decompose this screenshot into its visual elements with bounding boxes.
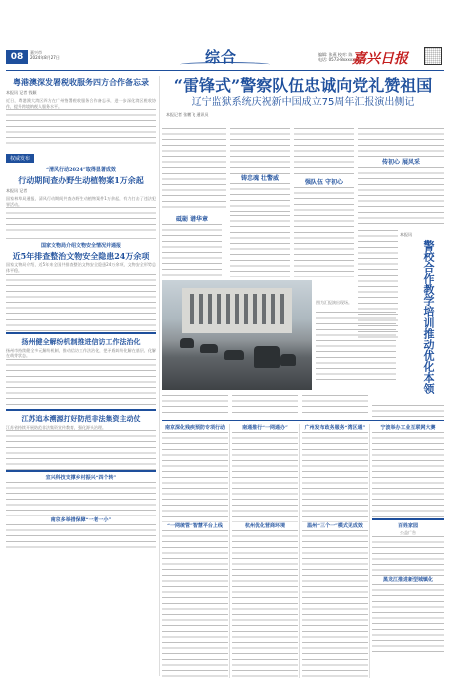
column-rule xyxy=(369,424,370,678)
page-info: 嘉兴市 2024年8月27日 xyxy=(30,50,60,60)
page-number: 08 xyxy=(6,50,28,64)
main-headline[interactable]: “雷锋式”警察队伍忠诚向党礼赞祖国 xyxy=(173,76,433,95)
story-text: 国家文物局介绍，近5年来全国共排查整治文物安全隐患24万余项，文物安全形势总体平稳。 xyxy=(6,262,156,273)
story-pre-headline: “清风行动2024”取得显著成效 xyxy=(46,167,116,174)
brief-headline[interactable]: 广州发布政务服务“湾区通” xyxy=(304,425,366,431)
side-vertical-headline[interactable]: 警校合作教学培训推动优化本领 xyxy=(422,240,435,394)
figure xyxy=(180,338,194,348)
body-text-lines xyxy=(302,530,368,680)
brief-headline[interactable]: 宁波举办工业互联网大赛 xyxy=(380,425,436,431)
news-photo xyxy=(162,280,312,390)
body-text-lines xyxy=(302,395,368,417)
brief-column xyxy=(372,424,444,654)
story-headline[interactable]: 扬州健全解纷机制推进信访工作法治化 xyxy=(21,336,141,346)
body-text-lines xyxy=(316,312,396,382)
brief-headline[interactable]: 杭州优化营商环境 xyxy=(244,523,285,529)
qr-code-icon xyxy=(424,47,442,65)
photo-caption: 图为汇报演出现场。 xyxy=(316,300,352,305)
body-text-lines xyxy=(372,536,444,576)
section-divider xyxy=(162,420,444,421)
main-story xyxy=(162,76,444,120)
brief-headline[interactable]: 温州“三个一”模式见成效 xyxy=(307,523,363,529)
body-text-lines xyxy=(294,215,354,277)
body-text-lines xyxy=(162,224,222,279)
body-text-lines xyxy=(6,524,156,552)
body-text-lines xyxy=(232,530,298,680)
story-headline[interactable]: 南京多举措保障“一老一小” xyxy=(50,517,112,524)
body-text-lines xyxy=(372,432,444,518)
body-text-lines xyxy=(230,215,290,277)
story-text: 江苏省持续开展防范非法集资宣传教育，强化源头治理。 xyxy=(6,424,106,430)
sub-heading: 铸忠魂 壮警威 xyxy=(240,175,280,182)
body-text-lines xyxy=(358,128,444,158)
page-header xyxy=(0,0,450,72)
side-byline: 本报讯 xyxy=(400,232,412,237)
figure xyxy=(200,344,218,353)
story-byline: 本报讯 记者 钱颖 xyxy=(6,90,37,95)
body-text-lines xyxy=(372,405,444,417)
body-text-lines xyxy=(6,430,156,470)
body-text-lines xyxy=(294,128,354,178)
section-title: 综合 xyxy=(205,48,238,66)
article-column xyxy=(230,128,290,213)
body-text-lines xyxy=(6,359,156,409)
body-text-lines xyxy=(6,207,156,235)
box-subtitle: 公益广告 xyxy=(400,530,416,535)
column-rule xyxy=(159,76,160,676)
main-subheadline: 辽宁监狱系统庆祝新中国成立75周年汇报演出侧记 xyxy=(191,97,415,108)
section-ornament xyxy=(180,62,270,67)
main-byline: 本报记者 张鹏飞 通讯员 xyxy=(166,112,209,117)
body-text-lines xyxy=(162,395,228,417)
box-headline[interactable]: 百姓家园 xyxy=(397,523,418,529)
editor-info: 编辑: 张燕 校对: 陈 电话: 0573-8xxxxxxx xyxy=(318,52,360,62)
left-column xyxy=(6,76,156,552)
body-text-lines xyxy=(230,183,290,213)
brief-headline[interactable]: 南京深化残疾预防专项行动 xyxy=(164,425,225,431)
newspaper-masthead: 嘉兴日报 xyxy=(352,51,408,67)
divider xyxy=(6,238,156,239)
header-rule xyxy=(6,70,444,71)
body-text-lines xyxy=(302,432,368,522)
story-pre-headline: 国家文物局介绍文物安全情况并通报 xyxy=(40,243,121,250)
body-text-lines xyxy=(162,128,226,212)
body-text-lines xyxy=(6,482,156,516)
brief-headline[interactable]: 黑龙江推进新型城镇化 xyxy=(382,576,433,583)
story-text: 近日，粤港澳大湾区四方在广州签署税收服务合作备忘录，进一步深化湾区税收协作，提升跨境纳税人服务水平。 xyxy=(6,98,156,109)
brief-column xyxy=(162,424,228,680)
story-headline[interactable]: 近5年排查整治文物安全隐患24万余项 xyxy=(12,251,150,262)
figure xyxy=(280,354,296,366)
sub-heading: 砥砺 谱华章 xyxy=(175,216,209,223)
body-text-lines xyxy=(162,432,228,522)
figure xyxy=(224,350,244,360)
article-column xyxy=(358,128,444,227)
sub-heading: 强队伍 守初心 xyxy=(304,179,344,186)
column-rule xyxy=(229,424,230,678)
body-text-lines xyxy=(294,187,354,215)
building-windows xyxy=(190,294,286,324)
column-rule xyxy=(299,424,300,678)
story-headline[interactable]: 粤港澳深发署税收服务四方合作备忘录 xyxy=(13,77,149,87)
body-text-lines xyxy=(230,128,290,174)
brief-column xyxy=(302,424,368,680)
story-headline[interactable]: 行动期间查办野生动植物案1万余起 xyxy=(18,175,144,186)
sub-heading: 传初心 展风采 xyxy=(381,159,421,166)
body-text-lines xyxy=(6,274,156,332)
body-text-lines xyxy=(358,167,444,227)
story-byline: 本报讯 记者 xyxy=(6,188,28,194)
story-headline[interactable]: 江苏追本溯源打好防范非法集资主动仗 xyxy=(21,413,141,423)
brief-headline[interactable]: 南通推行“一网通办” xyxy=(242,425,288,431)
brief-headline[interactable]: “一网统管”智慧平台上线 xyxy=(167,523,223,529)
article-column xyxy=(162,215,222,279)
section-kicker: 权威发布 xyxy=(6,154,34,163)
body-text-lines xyxy=(232,432,298,522)
body-text-lines xyxy=(162,530,228,680)
body-text-lines xyxy=(6,109,156,145)
story-headline[interactable]: 宜兴科技支撑乡村振兴“四个转” xyxy=(45,475,117,482)
story-text: 国家林草局通报，清风行动期间共查办野生动植物案件1万余起，有力打击了违法犯罪活动。 xyxy=(6,196,156,207)
figure xyxy=(254,346,280,368)
story-text: 扬州市持续健全多元解纷机制，推动信访工作法治化，把矛盾纠纷化解在基层、化解在萌芽状态。 xyxy=(6,347,156,359)
article-column xyxy=(294,128,354,215)
body-text-lines xyxy=(372,584,444,654)
brief-column xyxy=(232,424,298,680)
body-text-lines xyxy=(232,395,298,417)
